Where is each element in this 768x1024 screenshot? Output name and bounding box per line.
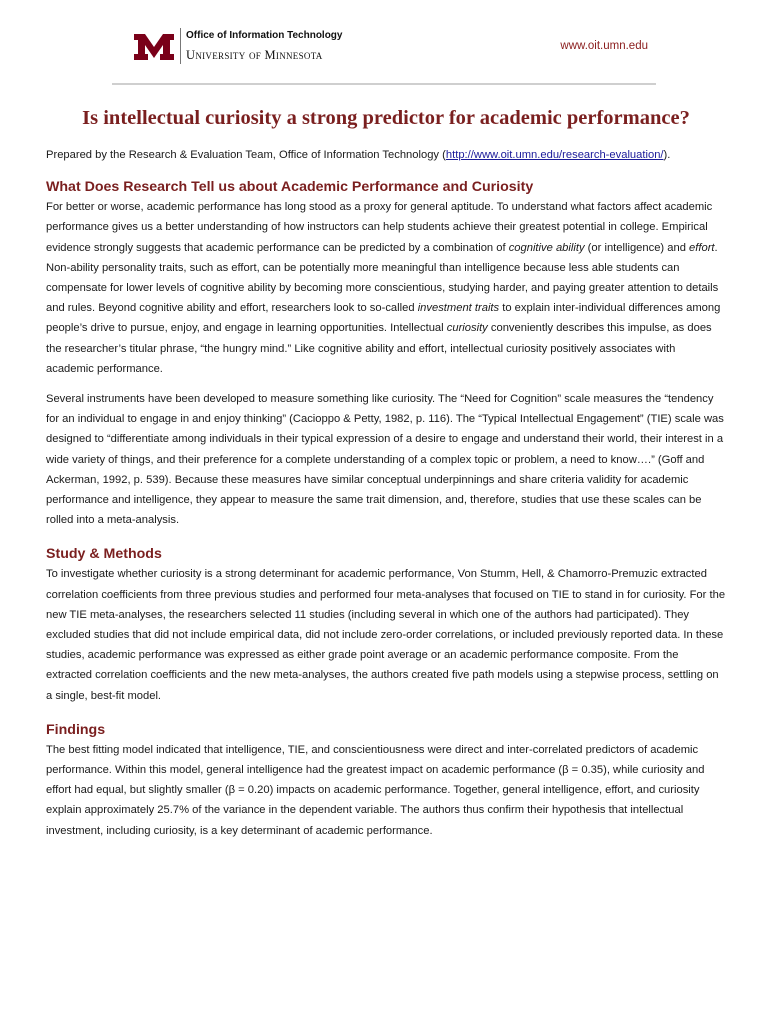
university-m-logo-icon [132,32,176,62]
page-title: Is intellectual curiosity a strong predictor for academic performance? [82,107,690,129]
text-run: conveniently describes this impulse, as does the researcher’s titular phrase, “the hungry mind.” Like cognitive ability and effort, intellectual curiosity positively associates with academic performance. [46,322,712,375]
italic-term: effort [689,241,715,254]
text-run: For better or worse, academic performance has long stood as a proxy for general aptitude. To understand what factors affect academic performance gives us a better understanding of how instructors can help students achieve their greatest potential in college. Empirical evidence strongly suggests that academic performance can be predicted by a combination of [46,201,713,254]
page-header [128,28,648,70]
paragraph-findings: The best fitting model indicated that intelligence, TIE, and conscientiousness were direct and inter-correlated predictors of academic performance. Within this model, general intelligence had the greatest impact on academic performance (β = 0.35), while curiosity and effort had equal, but slightly smaller (β = 0.20) impacts on academic performance. Together, general intelligence, effort, and curiosity explain approximately 25.7% of the variance in the dependent variable. The authors thus confirm their hypothesis that intellectual investment, including curiosity, is a key determinant of academic performance. [46,743,705,837]
section-heading-research: What Does Research Tell us about Academic Performance and Curiosity [46,179,534,196]
research-evaluation-link[interactable]: http://www.oit.umn.edu/research-evaluation/ [445,149,664,161]
header-divider [180,28,181,64]
paragraph-research-2: Several instruments have been developed to measure something like curiosity. The “Need for Cognition” scale measures the “tendency for an individual to engage in and enjoy thinking” (Cacioppo & Petty, 1982, p. 116). The “Typical Intellectual Engagement” (TIE) scale was designed to “differentiate among individuals in their typical expression of a desire to engage and understand their world, their interest in a wide variety of things, and their preference for a complete understanding of a complex topic or problem, a need to know….” (Goff and Ackerman, 1992, p. 539). Because these measures have similar conceptual underpinnings and share criteria validity for academic performance and intelligence, they appear to measure the same trait dimension, and, therefore, studies that use these scales can be rolled into a meta-analysis. [46,393,724,527]
section-heading-methods: Study & Methods [46,546,162,563]
prepared-by [46,145,726,165]
text-run: (or intelligence) and [584,241,690,254]
prepared-suffix: ). [663,149,671,161]
section-heading-findings: Findings [46,721,106,738]
document-body [46,102,726,841]
paragraph-research-1 [46,197,726,379]
prepared-prefix: Prepared by the Research & Evaluation Team, Office of Information Technology ( [46,149,446,161]
italic-term: investment traits [417,302,500,315]
italic-term: curiosity [446,322,488,335]
university-name: University of Minnesota [186,48,323,62]
office-name: Office of Information Technology [186,30,343,41]
site-url-link[interactable]: www.oit.umn.edu [560,40,648,52]
paragraph-methods: To investigate whether curiosity is a strong determinant for academic performance, Von Stumm, Hell, & Chamorro-Premuzic extracted correlation coefficients from three previous studies and performed four meta-analyses that focused on TIE to stand in for curiosity. For the new TIE meta-analyses, the researchers selected 11 studies (including several in which one of the authors had participated). They excluded studies that did not include empirical data, did not include zero-order correlations, or included previously reported data. In these studies, academic performance was expressed as either grade point average or an academic performance composite. From the extracted correlation coefficients and the new meta-analyses, the authors created five path models using a stepwise process, settling on a single, best-fit model. [46,568,726,702]
text-run: to explain inter-individual differences among people’s drive to pursue, enjoy, and engage in learning opportunities. Intellectual [46,302,721,335]
text-run: . Non-ability personality traits, such as effort, can be potentially more meaningful than intelligence because less able students can compensate for lower levels of cognitive ability by becoming more conscientious, studying harder, and paying greater attention to details and rules. Beyond cognitive ability and effort, researchers look to so-called [46,241,719,315]
header-rule [112,83,656,85]
italic-term: cognitive ability [508,241,585,254]
